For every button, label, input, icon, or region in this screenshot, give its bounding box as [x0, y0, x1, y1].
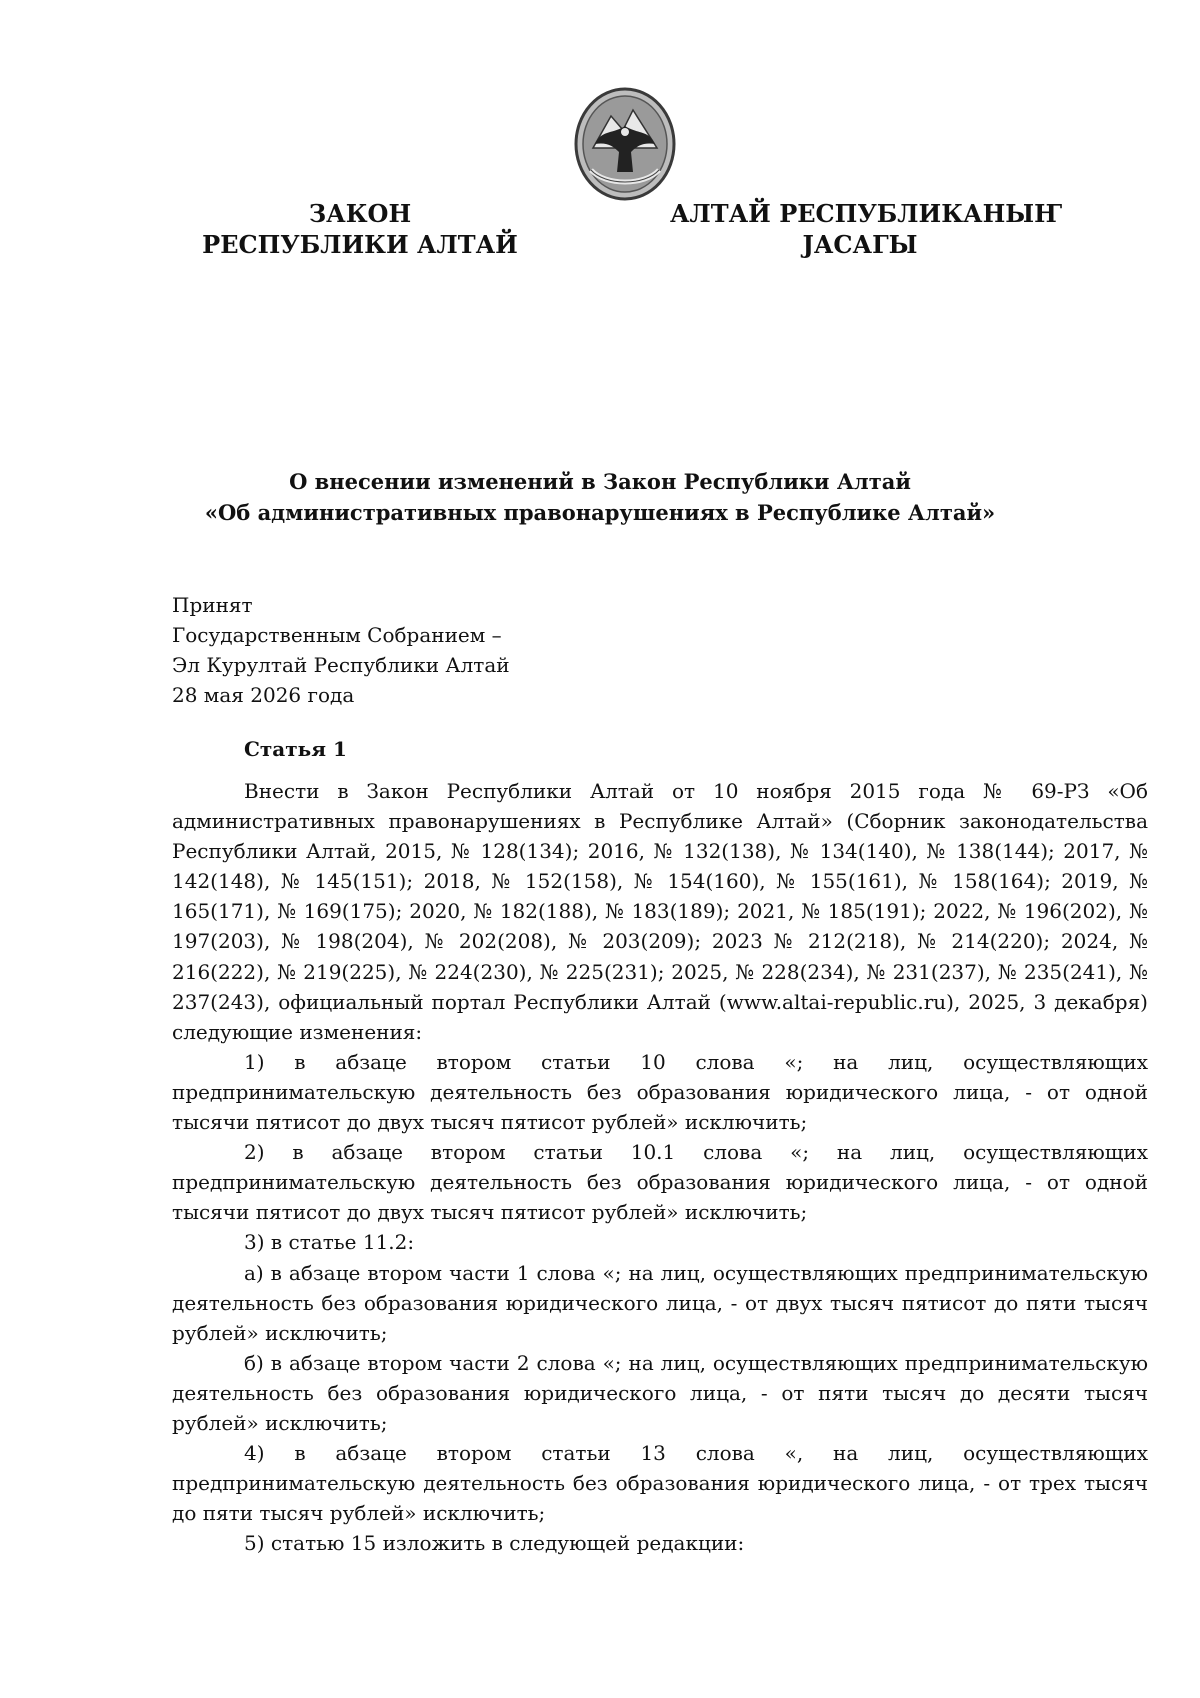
header-altai-line1: АЛТАЙ РЕСПУБЛИКАНЫҤ [670, 199, 1063, 228]
adoption-line1: Принят [172, 593, 253, 617]
article-paragraph: 5) статью 15 изложить в следующей редакции: [244, 1531, 745, 1556]
article-paragraph: 3) в статье 11.2: [244, 1230, 415, 1255]
header-russian [180, 198, 540, 260]
adoption-line3: Эл Курултай Республики Алтай [172, 653, 510, 677]
adoption-block [172, 590, 510, 710]
article-body [172, 776, 1148, 1558]
article-paragraph: а) в абзаце втором части 1 слова «; на лиц, осуществляющих предпринимательскую деятельность без образования юридического лица, - от двух тысяч пятисот до пяти тысяч рублей» исключить; [172, 1260, 1148, 1345]
document-title-line2: «Об административных правонарушениях в Республике Алтай» [204, 500, 996, 525]
document-title [160, 466, 1040, 528]
article-paragraph: Внести в Закон Республики Алтай от 10 ноября 2015 года № 69-РЗ «Об административных правонарушениях в Республике Алтай» (Сборник законодательства Республики Алтай, 2015, № 128(134); 2016, № 132(138), № 134(140), № 138(144); 2017, № 142(148), № 145(151); 2018, № 152(158), № 154(160), № 155(161), № 158(164); 2019, № 165(171), № 169(175); 2020, № 182(188), № 183(189); 2021, № 185(191); 2022, № 196(202), № 197(203), № 198(204), № 202(208), № 203(209); 2023 № 212(218), № 214(220); 2024, № 216(222), № 219(225), № 224(230), № 225(231); 2025, № 228(234), № 231(237), № 235(241), № 237(243), официальный портал Республики Алтай (www.altai-republic.ru), 2025, 3 декабря) следующие изменения: [172, 779, 1148, 1044]
header-altai-line2: ЈАСАГЫ [802, 230, 918, 259]
article-paragraph: б) в абзаце втором части 2 слова «; на лиц, осуществляющих предпринимательскую деятельность без образования юридического лица, - от пяти тысяч до десяти тысяч рублей» исключить; [172, 1350, 1148, 1435]
header-russian-line1: ЗАКОН [308, 199, 412, 228]
document-title-line1: О внесении изменений в Закон Республики Алтай [289, 469, 911, 494]
coat-of-arms-icon [573, 86, 677, 202]
article-paragraph: 2) в абзаце втором статьи 10.1 слова «; на лиц, осуществляющих предпринимательскую деятельность без образования юридического лица, - от одной тысячи пятисот до двух тысяч пятисот рублей» исключить; [172, 1140, 1148, 1225]
article-paragraph: 1) в абзаце втором статьи 10 слова «; на лиц, осуществляющих предпринимательскую деятельность без образования юридического лица, - от одной тысячи пятисот до двух тысяч пятисот рублей» исключить; [172, 1049, 1148, 1135]
article-paragraph: 4) в абзаце втором статьи 13 слова «, на лиц, осуществляющих предпринимательскую деятельность без образования юридического лица, - от трех тысяч до пяти тысяч рублей» исключить; [172, 1441, 1148, 1526]
header-altai [670, 198, 1063, 260]
adoption-date: 28 мая 2026 года [172, 683, 355, 707]
header-russian-line2: РЕСПУБЛИКИ АЛТАЙ [202, 230, 518, 259]
adoption-line2: Государственным Собранием – [172, 623, 502, 647]
article-heading: Статья 1 [244, 737, 347, 761]
